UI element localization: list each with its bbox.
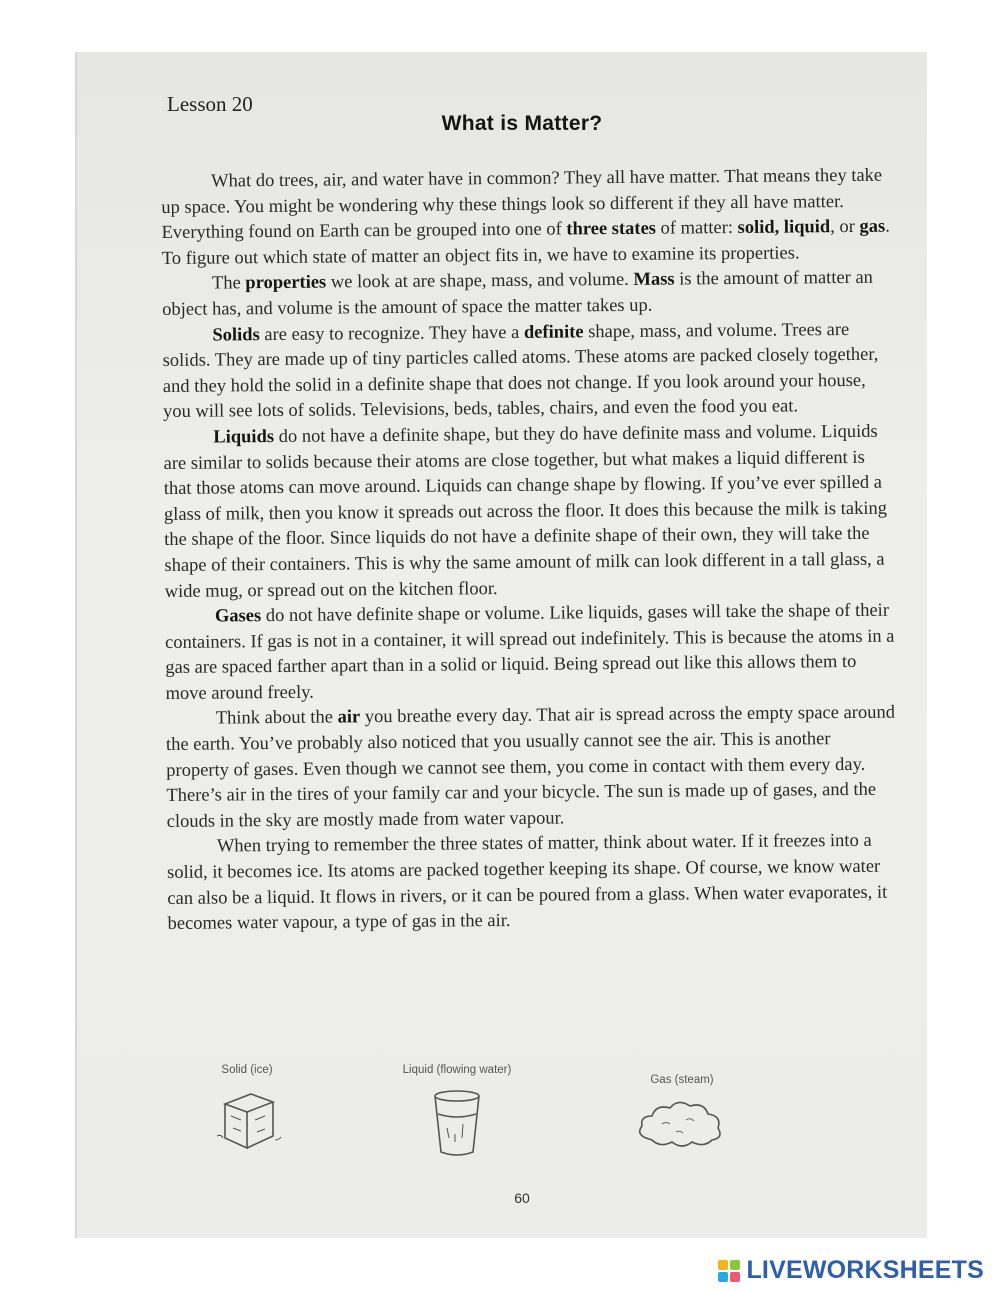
text-run: When trying to remember the three states of matter, think about water. If it freezes into a solid, it becomes ice. Its atoms are packed together keeping its shape. Of course, we know water can also be a liquid. It flows in rivers, or it can be poured from a glass. When water evaporates, it becomes water vapour, a type of gas in the air. [167, 831, 888, 935]
text-run: do not have definite shape or volume. Like liquids, gases will take the shape of their containers. If gas is not in a container, it will spread out indefinitely. This is because the atoms in a gas are spaced farther apart than in a solid or liquid. Being spread out like this allows them to move around freely. [165, 600, 895, 704]
lesson-label: Lesson 20 [167, 92, 253, 116]
page-number: 60 [514, 1190, 530, 1206]
text-run: are easy to recognize. They have a [259, 322, 525, 345]
ice-cube-icon [207, 1084, 287, 1154]
text-run: of matter: [655, 218, 738, 239]
bold-term: Liquids [213, 426, 275, 448]
liquid-illustration [377, 1064, 537, 1165]
steam-cloud-icon [632, 1094, 732, 1154]
gas-illustration [602, 1074, 762, 1159]
brand-name: LIVEWORKSHEETS [746, 1256, 984, 1284]
text-run: is the amount of matter an object has, and volume is the amount of space the matter takes up. [162, 268, 873, 320]
bold-term: Mass [633, 269, 675, 291]
lesson-body-text [161, 164, 898, 938]
bold-term: properties [245, 272, 327, 294]
bold-term: definite [523, 321, 584, 343]
logo-square [730, 1272, 740, 1282]
text-run: , or [830, 217, 860, 238]
paragraph [165, 599, 896, 708]
paragraph [166, 701, 897, 835]
logo-square [718, 1260, 728, 1270]
logo-square [718, 1272, 728, 1282]
bold-term: Gases [214, 606, 262, 627]
text-run: shape, mass, and volume. Trees are solids. They are made up of tiny particles called atoms. These atoms are packed closely together, and they hold the solid in a definite shape that does not change. If you look around your house, you will see lots of solids. Televisions, beds, tables, chairs, and even the food you eat. [162, 319, 879, 423]
text-run: we look at are shape, mass, and volume. [326, 270, 634, 293]
paragraph [162, 266, 892, 324]
scanned-page [75, 52, 927, 1238]
page-title: What is Matter? [441, 112, 603, 135]
gas-caption: Gas (steam) [650, 1074, 714, 1086]
paragraph [167, 829, 898, 938]
text-run: . To figure out which state of matter an object fits in, we have to examine its properties. [161, 216, 890, 269]
bold-term: Solids [212, 324, 260, 346]
liveworksheets-logo-icon [718, 1260, 740, 1282]
text-run: do not have a definite shape, but they do have definite mass and volume. Liquids are similar to solids because their atoms are close together, but what makes a liquid different is that those atoms can move around. Liquids can change shape by flowing. If you’ve ever spilled a glass of milk, then you know it spreads out across the floor. It does this because the milk is taking the shape of the floor. Since liquids do not have a definite shape of their own, they will take the shape of their containers. This is why the same amount of milk can look different in a tall glass, a wide mug, or spread out on the kitchen floor. [163, 421, 888, 602]
liveworksheets-brand[interactable] [718, 1256, 984, 1285]
bold-term: three states [566, 218, 657, 240]
solid-illustration [167, 1064, 327, 1159]
text-run: What do trees, air, and water have in common? They all have matter. That means they take up space. You might be wondering why these things look so different if they all have matter. Everything found on Earth can be grouped into one of [161, 165, 883, 244]
paragraph [163, 420, 895, 606]
solid-caption: Solid (ice) [221, 1064, 273, 1076]
glass-of-water-icon [417, 1084, 497, 1160]
paragraph [162, 317, 893, 426]
paragraph [161, 164, 892, 273]
bold-term: solid, liquid [737, 217, 831, 239]
bold-term: gas [859, 216, 886, 238]
logo-square [730, 1260, 740, 1270]
text-run: you breathe every day. That air is spread across the empty space around the earth. You’ve probably also noticed that you usually cannot see the air. This is another property of gases. Even though we cannot see them, you come in contact with them every day. There’s air in the tires of your family car and your bicycle. The sun is made up of gases, and the clouds in the sky are mostly made from water vapour. [165, 703, 896, 832]
text-run: Think about the [215, 707, 338, 730]
text-run: The [211, 273, 246, 294]
bold-term: air [337, 707, 361, 728]
liquid-caption: Liquid (flowing water) [402, 1064, 512, 1076]
